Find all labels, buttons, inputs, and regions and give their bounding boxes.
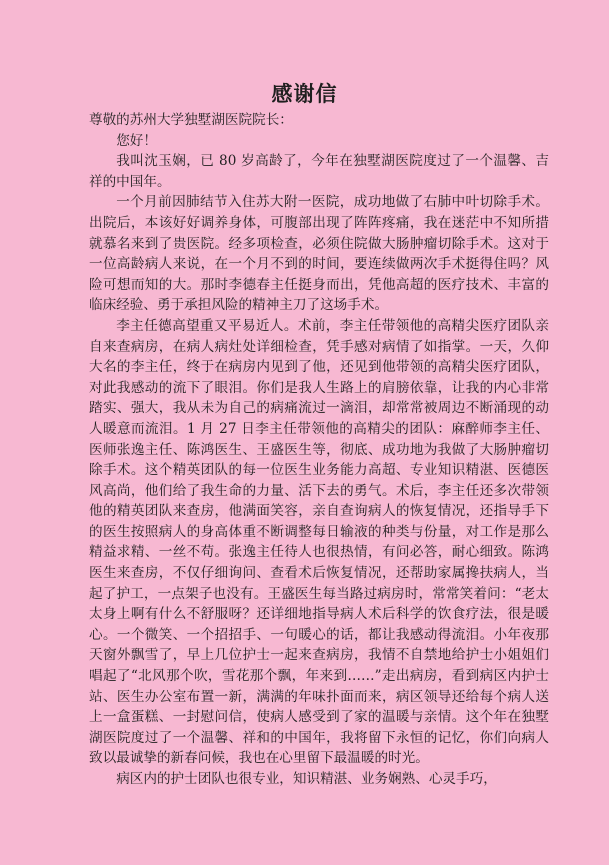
salutation: 尊敬的苏州大学独墅湖医院院长： — [89, 112, 293, 128]
paragraph-3: 李主任德高望重又平易近人。术前，李主任带领他的高精尖医疗团队亲自来查病房，在病人病灶处详细检查，凭手感对病情了如指掌。一天，久仰大名的李主任，终于在病房内见到了他，还见到他带领的高精尖医疗团队，对此我感动的流下了眼泪。你们是我人生路上的肩膀依靠，让我的内心非常踏实、强大，我从未为自己的病痛流过一滴泪，却常常被周边不断涌现的动人暖意而流泪。1 月 27 日李主任带领他的高精尖的团队：麻醉师李主任、医师张逸主任、陈鸿医生、王盛医生等，彻底、成功地为我做了大肠肿瘤切除手术。这个精英团队的每一位医生业务能力高超、专业知识精湛、医德医风高尚，他们给了我生命的力量、活下去的勇气。术后，李主任还多次带领他的精英团队来查房，他满面笑容，亲自查询病人的恢复情况，还指导手下的医生按照病人的身高体重不断调整每日输液的种类与份量，对工作是那么精益求精、一丝不苟。张逸主任待人也很热情，有问必答，耐心细致。陈鸿医生来查房，不仅仔细询问、查看术后恢复情况，还帮助家属搀扶病人，当起了护工，一点架子也没有。王盛医生每当路过病房时，常常笑着问：“老太太身上啊有什么不舒服呀？还详细地指导病人术后科学的饮食疗法，很是暖心。一个微笑、一个招招手、一句暖心的话，都让我感动得流泪。小年夜那天窗外飘雪了，早上几位护士一起来查病房，我情不自禁地给护士小姐姐们唱起了“北风那个吹，雪花那个飘，年来到……”走出病房，看到病区内护士站、医生办公室布置一新，满满的年味扑面而来，病区领导还给每个病人送上一盒蛋糕、一封慰问信，使病人感受到了家的温暖与亲情。这个年在独墅湖医院度过了一个温馨、祥和的中国年，我将留下永恒的记忆，你们向病人致以最诚挚的新春问候，我也在心里留下最温暖的时光。 — [89, 317, 549, 767]
letter-title: 感谢信 — [271, 82, 338, 106]
greeting: 您好！ — [116, 132, 157, 149]
paragraph-4: 病区内的护士团队也很专业，知识精湛、业务娴熟、心灵手巧， — [116, 771, 497, 787]
letter-body — [89, 110, 549, 790]
paragraph-2: 一个月前因肺结节入住苏大附一医院，成功地做了右肺中叶切除手术。出院后，本该好好调养身体，可腹部出现了阵阵疼痛，我在迷茫中不知所措就慕名来到了贵医院。经多项检查，必须住院做大肠肿瘤切除手术。这对于一位高龄病人来说，在一个月不到的时间，要连续做两次手术挺得住吗？风险可想而知的大。那时李德春主任挺身而出，凭他高超的医疗技术、丰富的临床经验、勇于承担风险的精神主刀了这场手术。 — [89, 194, 549, 314]
paragraph-1: 我叫沈玉娴，已 80 岁高龄了，今年在独墅湖医院度过了一个温馨、吉祥的中国年。 — [89, 153, 549, 190]
